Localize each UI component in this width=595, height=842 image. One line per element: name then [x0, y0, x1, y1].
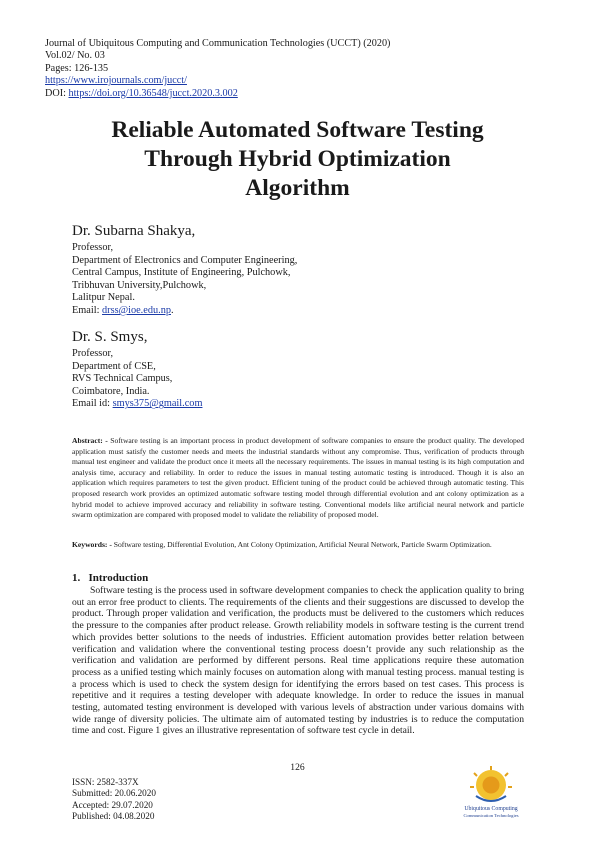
logo-line-1: Ubiquitous Computing	[464, 806, 518, 812]
keywords-label: Keywords: -	[72, 540, 114, 549]
author-affiliation-line: Department of Electronics and Computer Engineering,	[72, 254, 298, 266]
title-line-3: Algorithm	[245, 175, 350, 201]
issn: ISSN: 2582-337X	[72, 777, 139, 787]
author-name: Dr. S. Smys,	[72, 329, 148, 345]
author-affiliation-line: Professor,	[72, 242, 114, 253]
author-affiliation-line: Professor,	[72, 348, 114, 359]
section-body-text: Software testing is the process used in software development companies to check the application quality to bring out an error free product to clients. The requirements of the clients and their suggestions are discussed to develop the product. Through proper validation and verification, the products must be delivered to the customers which reduces the pressure to the companies after product release. Growth reliability models in software testing is the current trend which provides better solutions to the needs of industries. Efficient automation provides better relation between verification and validation where the conventional testing process doesn’t provide any such relationship as the verification and validation are performed by different persons. Real time applications require these automation process as a unified testing which mainly focuses on automation along with manual testing process. manual testing is a process which is used to check the system design for identifying the errors based on test cases. This process is repetitive and it requires a testing developer with adequate knowledge. In order to reduce the issues in manual testing, automated testing environment is developed with various levels of abstraction under various domains with wide range of diversity policies. The ultimate aim of automated testing by industries is to reduce the computation time and cost. Figure 1 gives an illustrative representation of software test cycle in detail.	[72, 585, 524, 737]
author-affiliation-line: RVS Technical Campus,	[72, 373, 173, 385]
email-label: Email id:	[72, 398, 113, 410]
journal-header	[45, 38, 390, 100]
journal-logo-icon	[460, 765, 522, 823]
keywords	[72, 540, 524, 551]
author-affiliation-line: Tribhuvan University,Pulchowk,	[72, 279, 207, 291]
title-line-1: Reliable Automated Software Testing	[111, 117, 484, 143]
title-line-2: Through Hybrid Optimization	[144, 146, 451, 172]
author-block-1	[72, 222, 297, 318]
page-number: 126	[290, 762, 305, 773]
author-affiliation-line: Central Campus, Institute of Engineering, Pulchowk,	[72, 267, 291, 279]
journal-pages: Pages: 126-135	[45, 62, 109, 74]
author-name: Dr. Subarna Shakya,	[72, 223, 196, 239]
paper-title	[40, 116, 555, 203]
keywords-text: Software testing, Differential Evolution, Ant Colony Optimization, Artificial Neural Network, Particle Swarm Optimization.	[113, 540, 492, 549]
journal-logo	[460, 765, 522, 823]
author-block-2	[72, 328, 202, 411]
journal-url-link[interactable]: https://www.irojournals.com/jucct/	[45, 75, 187, 87]
author-email-link[interactable]: drss@ioe.edu.np	[102, 304, 171, 316]
submitted-date: Submitted: 20.06.2020	[72, 788, 156, 799]
doi-label: DOI:	[45, 87, 69, 99]
author-affiliation-line: Department of CSE,	[72, 360, 156, 372]
email-suffix: .	[171, 304, 174, 316]
author-email-link[interactable]: smys375@gmail.com	[112, 398, 203, 410]
published-date: Published: 04.08.2020	[72, 810, 155, 821]
abstract-label: Abstract: -	[72, 436, 111, 445]
author-affiliation-line: Coimbatore, India.	[72, 385, 150, 397]
section-heading: 1. Introduction	[72, 572, 149, 584]
doi-link[interactable]: https://doi.org/10.36548/jucct.2020.3.002	[68, 87, 238, 99]
abstract	[72, 436, 524, 521]
author-affiliation-line: Lalitpur Nepal.	[72, 292, 135, 304]
journal-volume: Vol.02/ No. 03	[45, 50, 105, 62]
email-label: Email:	[72, 304, 103, 316]
abstract-text: Software testing is an important process in product development of software companies to ensure the product quality. The developed application must satisfy the customer needs and meets the industrial standards without any compromise. Thus, verification of products through manual test engineer and validate the product once it meets all the necessary requirements. The issues in manual testing is its high computation and analysis time, accuracy and reliability. In order to reduce the issues in manual testing automatic testing is introduced. Though it is also an application which requires parameters to test the given product. Efficient tuning of the product could be achieved through automatic testing. This proposed research work provides an optimized automatic software testing model through differential evolution and ant colony optimization as a hybrid model to achieve improved accuracy and reliability in software testing. Conventional models like artificial neural network and particle swarm optimization are compared with proposed model to validate the reliability of proposed model.	[72, 436, 524, 520]
publication-footer	[72, 777, 156, 822]
accepted-date: Accepted: 29.07.2020	[72, 799, 153, 810]
logo-line-2: Communication Technologies	[463, 813, 519, 818]
journal-name: Journal of Ubiquitous Computing and Communication Technologies (UCCT) (2020)	[45, 38, 391, 49]
